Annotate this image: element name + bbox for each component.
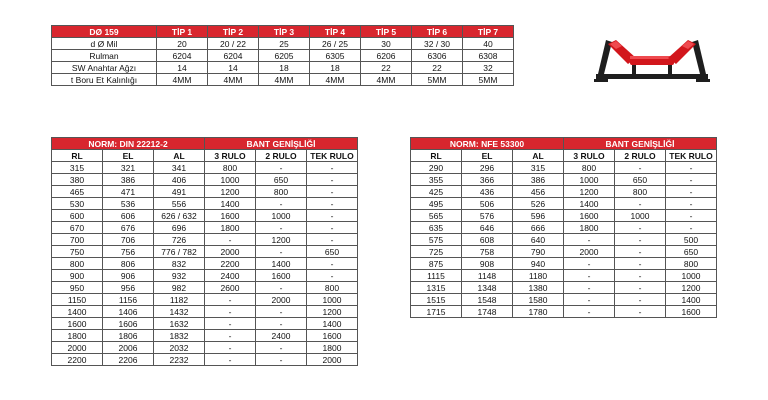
spec-header-cell: TİP 6 (412, 26, 463, 38)
table-cell: - (256, 354, 307, 366)
table-cell: 1180 (513, 270, 564, 282)
table-cell: 20 / 22 (208, 38, 259, 50)
table-cell: - (564, 306, 615, 318)
table-cell: 1600 (256, 270, 307, 282)
nfe-row (411, 270, 717, 282)
table-cell: 2400 (205, 270, 256, 282)
table-cell: 5MM (463, 74, 514, 86)
table-cell: - (205, 318, 256, 330)
table-cell: 355 (411, 174, 462, 186)
table-cell: 776 / 782 (154, 246, 205, 258)
table-cell: - (615, 294, 666, 306)
nfe-column-header: RL (411, 150, 462, 162)
nfe-row (411, 306, 717, 318)
table-cell: 608 (462, 234, 513, 246)
table-cell: 2400 (256, 330, 307, 342)
table-cell: 940 (513, 258, 564, 270)
table-cell: - (205, 306, 256, 318)
table-cell: - (256, 246, 307, 258)
nfe-column-header-row (411, 150, 717, 162)
table-cell: - (615, 222, 666, 234)
din-row (52, 318, 358, 330)
din-row (52, 282, 358, 294)
table-cell: - (666, 222, 717, 234)
table-cell: t Boru Et Kalınlığı (52, 74, 157, 86)
table-cell: 1000 (564, 174, 615, 186)
spec-header-cell: TİP 4 (310, 26, 361, 38)
table-cell: 1606 (103, 318, 154, 330)
table-cell: 2006 (103, 342, 154, 354)
table-cell: - (307, 186, 358, 198)
table-cell: 800 (615, 186, 666, 198)
din-row (52, 294, 358, 306)
table-cell: 1515 (411, 294, 462, 306)
table-cell: 2232 (154, 354, 205, 366)
din-band-width-label: BANT GENİŞLİĞİ (205, 138, 358, 150)
table-cell: 1800 (307, 342, 358, 354)
din-row (52, 246, 358, 258)
frame-base (594, 74, 710, 82)
table-cell: - (615, 282, 666, 294)
table-cell: 1580 (513, 294, 564, 306)
table-cell: 1748 (462, 306, 513, 318)
table-cell: - (307, 270, 358, 282)
table-cell: - (307, 174, 358, 186)
table-cell: 1315 (411, 282, 462, 294)
table-cell: 25 (259, 38, 310, 50)
table-cell: 6204 (208, 50, 259, 62)
table-cell: 1400 (307, 318, 358, 330)
din-row (52, 258, 358, 270)
table-cell: 425 (411, 186, 462, 198)
table-cell: - (256, 318, 307, 330)
nfe-row (411, 294, 717, 306)
table-cell: 5MM (412, 74, 463, 86)
table-cell: 2200 (205, 258, 256, 270)
table-cell: - (615, 306, 666, 318)
table-cell: - (256, 282, 307, 294)
table-cell: 1432 (154, 306, 205, 318)
table-cell: - (307, 222, 358, 234)
table-cell: 800 (564, 162, 615, 174)
table-cell: d Ø Mil (52, 38, 157, 50)
table-cell: 4MM (259, 74, 310, 86)
table-cell: 491 (154, 186, 205, 198)
table-cell: 465 (52, 186, 103, 198)
table-cell: 1148 (462, 270, 513, 282)
table-cell: 1000 (307, 294, 358, 306)
troughing-roller-illustration (592, 30, 712, 90)
table-cell: 1182 (154, 294, 205, 306)
din-column-header: 2 RULO (256, 150, 307, 162)
table-cell: 606 (103, 210, 154, 222)
din-column-header: AL (154, 150, 205, 162)
table-cell: 1800 (564, 222, 615, 234)
din-dimension-table (51, 137, 358, 366)
table-cell: 726 (154, 234, 205, 246)
din-row (52, 306, 358, 318)
table-cell: - (615, 234, 666, 246)
table-cell: 315 (513, 162, 564, 174)
nfe-row (411, 162, 717, 174)
table-cell: 386 (103, 174, 154, 186)
table-cell: 1400 (205, 198, 256, 210)
din-row (52, 234, 358, 246)
spec-header-row (52, 26, 514, 38)
table-cell: - (205, 342, 256, 354)
nfe-column-header: EL (462, 150, 513, 162)
nfe-norm-label: NORM: NFE 53300 (411, 138, 564, 150)
table-cell: - (666, 174, 717, 186)
table-cell: 1000 (205, 174, 256, 186)
table-cell: 790 (513, 246, 564, 258)
table-cell: 6308 (463, 50, 514, 62)
table-cell: 800 (256, 186, 307, 198)
table-cell: 1156 (103, 294, 154, 306)
table-cell: - (564, 270, 615, 282)
nfe-row (411, 210, 717, 222)
table-cell: 18 (259, 62, 310, 74)
table-cell: 700 (52, 234, 103, 246)
din-row (52, 270, 358, 282)
table-cell: - (564, 294, 615, 306)
table-cell: 875 (411, 258, 462, 270)
table-cell: 650 (256, 174, 307, 186)
table-cell: 1115 (411, 270, 462, 282)
table-cell: 758 (462, 246, 513, 258)
table-cell: 14 (208, 62, 259, 74)
table-cell: 1200 (307, 306, 358, 318)
spec-row (52, 74, 514, 86)
table-cell: 321 (103, 162, 154, 174)
table-cell: 1800 (52, 330, 103, 342)
table-cell: - (666, 186, 717, 198)
table-cell: 1400 (52, 306, 103, 318)
din-column-header-row (52, 150, 358, 162)
table-cell: 14 (157, 62, 208, 74)
table-cell: 696 (154, 222, 205, 234)
table-cell: 725 (411, 246, 462, 258)
table-cell: - (615, 258, 666, 270)
din-column-header: EL (103, 150, 154, 162)
table-cell: 1000 (666, 270, 717, 282)
din-row (52, 330, 358, 342)
table-cell: 366 (462, 174, 513, 186)
nfe-row (411, 186, 717, 198)
table-cell: 676 (103, 222, 154, 234)
table-cell: 536 (103, 198, 154, 210)
table-cell: 1406 (103, 306, 154, 318)
table-cell: 1832 (154, 330, 205, 342)
table-cell: 6204 (157, 50, 208, 62)
table-cell: 756 (103, 246, 154, 258)
spec-header-cell: TİP 3 (259, 26, 310, 38)
table-cell: - (666, 210, 717, 222)
din-column-header: RL (52, 150, 103, 162)
din-row (52, 342, 358, 354)
table-cell: - (615, 198, 666, 210)
table-cell: 1800 (205, 222, 256, 234)
table-cell: 1780 (513, 306, 564, 318)
nfe-dimension-table (410, 137, 717, 318)
table-cell: 26 / 25 (310, 38, 361, 50)
table-cell: - (307, 234, 358, 246)
table-cell: 2032 (154, 342, 205, 354)
table-cell: 650 (615, 174, 666, 186)
nfe-row (411, 282, 717, 294)
nfe-row (411, 246, 717, 258)
table-cell: - (256, 342, 307, 354)
table-cell: 1600 (564, 210, 615, 222)
din-row (52, 186, 358, 198)
table-cell: 1000 (615, 210, 666, 222)
table-cell: 635 (411, 222, 462, 234)
table-cell: 800 (307, 282, 358, 294)
table-cell: - (205, 294, 256, 306)
table-cell: 22 (361, 62, 412, 74)
table-cell: 565 (411, 210, 462, 222)
table-cell: - (666, 198, 717, 210)
table-cell: 908 (462, 258, 513, 270)
table-cell: 406 (154, 174, 205, 186)
table-cell: 1150 (52, 294, 103, 306)
table-cell: - (205, 354, 256, 366)
nfe-row (411, 234, 717, 246)
table-cell: 6306 (412, 50, 463, 62)
table-cell: 32 (463, 62, 514, 74)
table-cell: 436 (462, 186, 513, 198)
table-cell: 600 (52, 210, 103, 222)
table-cell: 386 (513, 174, 564, 186)
nfe-row (411, 198, 717, 210)
table-cell: - (564, 234, 615, 246)
din-column-header: TEK RULO (307, 150, 358, 162)
table-cell: 650 (666, 246, 717, 258)
table-cell: 18 (310, 62, 361, 74)
table-cell: 950 (52, 282, 103, 294)
table-cell: SW Anahtar Ağzı (52, 62, 157, 74)
table-cell: 646 (462, 222, 513, 234)
nfe-row (411, 258, 717, 270)
table-cell: 526 (513, 198, 564, 210)
table-cell: - (256, 198, 307, 210)
table-cell: 1200 (564, 186, 615, 198)
table-cell: 2600 (205, 282, 256, 294)
spec-header-cell: TİP 1 (157, 26, 208, 38)
table-cell: 626 / 632 (154, 210, 205, 222)
table-cell: 341 (154, 162, 205, 174)
table-cell: 576 (462, 210, 513, 222)
din-row (52, 210, 358, 222)
table-cell: - (307, 258, 358, 270)
din-row (52, 354, 358, 366)
table-cell: 1000 (256, 210, 307, 222)
table-cell: 6305 (310, 50, 361, 62)
table-cell: 315 (52, 162, 103, 174)
table-cell: 471 (103, 186, 154, 198)
table-cell: 6206 (361, 50, 412, 62)
nfe-column-header: TEK RULO (666, 150, 717, 162)
spec-body (52, 38, 514, 86)
table-cell: 2000 (256, 294, 307, 306)
table-cell: 800 (666, 258, 717, 270)
roller-spec-table (51, 25, 514, 86)
table-cell: 800 (52, 258, 103, 270)
table-cell: 1380 (513, 282, 564, 294)
table-cell: 1200 (256, 234, 307, 246)
table-cell: 1632 (154, 318, 205, 330)
table-cell: 4MM (310, 74, 361, 86)
table-cell: - (256, 306, 307, 318)
table-cell: 40 (463, 38, 514, 50)
table-cell: 2000 (564, 246, 615, 258)
rollers (608, 40, 696, 65)
table-cell: 6205 (259, 50, 310, 62)
table-cell: 2000 (307, 354, 358, 366)
table-cell: - (615, 246, 666, 258)
table-cell: 900 (52, 270, 103, 282)
table-cell: 906 (103, 270, 154, 282)
din-group-header-row (52, 138, 358, 150)
table-cell: 575 (411, 234, 462, 246)
table-cell: 666 (513, 222, 564, 234)
table-cell: 1548 (462, 294, 513, 306)
table-cell: - (564, 258, 615, 270)
din-row (52, 162, 358, 174)
table-cell: 982 (154, 282, 205, 294)
table-cell: - (307, 210, 358, 222)
din-column-header: 3 RULO (205, 150, 256, 162)
spec-header-cell: DØ 159 (52, 26, 157, 38)
table-cell: - (205, 234, 256, 246)
din-row (52, 222, 358, 234)
table-cell: 1806 (103, 330, 154, 342)
spec-header-cell: TİP 7 (463, 26, 514, 38)
table-cell: 22 (412, 62, 463, 74)
table-cell: 1400 (256, 258, 307, 270)
nfe-group-header-row (411, 138, 717, 150)
table-cell: 2206 (103, 354, 154, 366)
table-cell: 706 (103, 234, 154, 246)
table-cell: 1200 (666, 282, 717, 294)
table-cell: 1715 (411, 306, 462, 318)
table-cell: 1400 (564, 198, 615, 210)
table-cell: 296 (462, 162, 513, 174)
table-cell: 4MM (361, 74, 412, 86)
nfe-body (411, 162, 717, 318)
table-cell: 530 (52, 198, 103, 210)
table-cell: - (307, 198, 358, 210)
din-norm-label: NORM: DIN 22212-2 (52, 138, 205, 150)
table-cell: - (615, 270, 666, 282)
table-cell: - (666, 162, 717, 174)
table-cell: 806 (103, 258, 154, 270)
table-cell: 1600 (52, 318, 103, 330)
table-cell: 20 (157, 38, 208, 50)
table-cell: Rulman (52, 50, 157, 62)
table-cell: 956 (103, 282, 154, 294)
table-cell: 2000 (205, 246, 256, 258)
din-row (52, 198, 358, 210)
table-cell: 1600 (666, 306, 717, 318)
table-cell: 1600 (205, 210, 256, 222)
table-cell: - (615, 162, 666, 174)
din-row (52, 174, 358, 186)
table-cell: 670 (52, 222, 103, 234)
table-cell: 1400 (666, 294, 717, 306)
table-cell: 596 (513, 210, 564, 222)
table-cell: 800 (205, 162, 256, 174)
table-cell: 500 (666, 234, 717, 246)
table-cell: 506 (462, 198, 513, 210)
table-cell: 495 (411, 198, 462, 210)
din-body (52, 162, 358, 366)
table-cell: 750 (52, 246, 103, 258)
nfe-column-header: AL (513, 150, 564, 162)
spec-row (52, 50, 514, 62)
table-cell: 1200 (205, 186, 256, 198)
spec-header-cell: TİP 2 (208, 26, 259, 38)
table-cell: 932 (154, 270, 205, 282)
table-cell: 2200 (52, 354, 103, 366)
table-cell: - (564, 282, 615, 294)
nfe-row (411, 174, 717, 186)
table-cell: 556 (154, 198, 205, 210)
table-cell: 30 (361, 38, 412, 50)
table-cell: 32 / 30 (412, 38, 463, 50)
table-cell: 640 (513, 234, 564, 246)
table-cell: 832 (154, 258, 205, 270)
spec-row (52, 38, 514, 50)
table-cell: 2000 (52, 342, 103, 354)
table-cell: 4MM (208, 74, 259, 86)
table-cell: 4MM (157, 74, 208, 86)
table-cell: 1600 (307, 330, 358, 342)
table-cell: 650 (307, 246, 358, 258)
nfe-column-header: 2 RULO (615, 150, 666, 162)
table-cell: 456 (513, 186, 564, 198)
table-cell: - (307, 162, 358, 174)
nfe-band-width-label: BANT GENİŞLİĞİ (564, 138, 717, 150)
table-cell: 1348 (462, 282, 513, 294)
table-cell: 290 (411, 162, 462, 174)
spec-row (52, 62, 514, 74)
table-cell: 380 (52, 174, 103, 186)
table-cell: - (256, 222, 307, 234)
spec-header-cell: TİP 5 (361, 26, 412, 38)
table-cell: - (256, 162, 307, 174)
table-cell: - (205, 330, 256, 342)
nfe-row (411, 222, 717, 234)
nfe-column-header: 3 RULO (564, 150, 615, 162)
